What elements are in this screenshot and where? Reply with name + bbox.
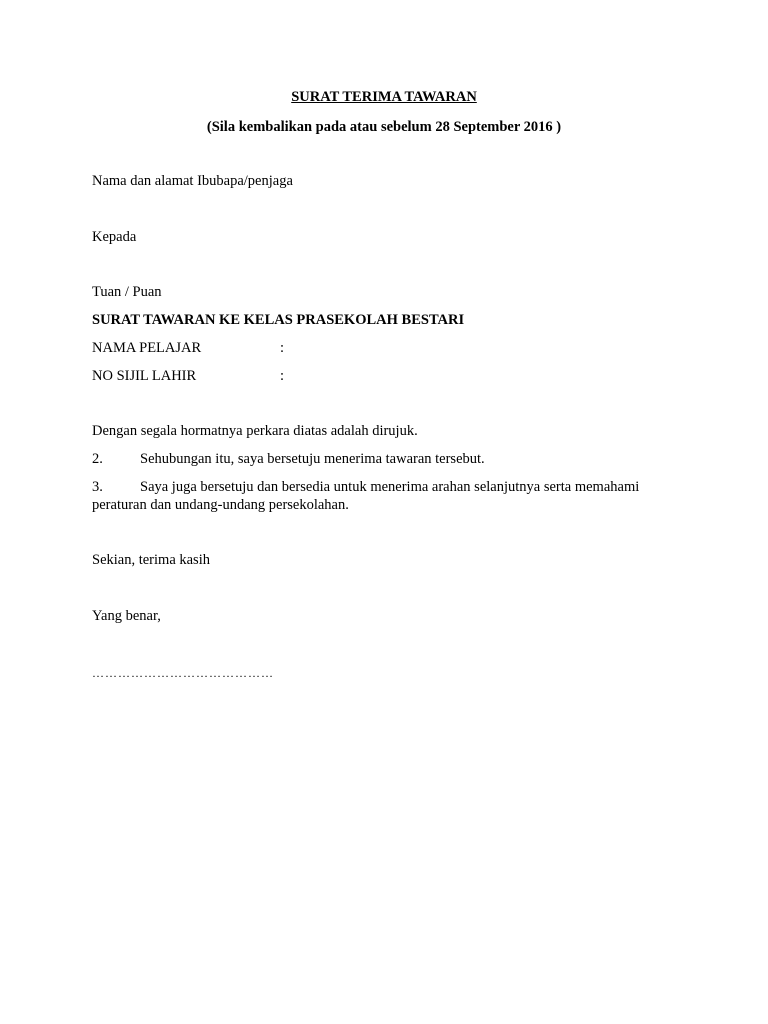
paragraph-text: Sehubungan itu, saya bersetuju menerima tawaran tersebut. xyxy=(140,451,485,467)
paragraph-1: Dengan segala hormatnya perkara diatas adalah dirujuk. xyxy=(92,423,418,439)
paragraph-3 xyxy=(92,478,639,496)
paragraph-number: 2. xyxy=(92,451,103,467)
salutation: Tuan / Puan xyxy=(92,284,162,300)
sign-off: Yang benar, xyxy=(92,608,161,624)
paragraph-2 xyxy=(92,450,485,468)
paragraph-text: Saya juga bersetuju dan bersedia untuk menerima arahan selanjutnya serta memahami xyxy=(140,479,640,495)
field-label: NO SIJIL LAHIR xyxy=(92,368,197,384)
paragraph-number: 3. xyxy=(92,479,103,495)
field-no-sijil-lahir xyxy=(92,367,392,385)
sender-label: Nama dan alamat Ibubapa/penjaga xyxy=(92,173,293,189)
field-colon: : xyxy=(280,340,285,356)
signature-line: …………………………………… xyxy=(92,666,274,680)
closing: Sekian, terima kasih xyxy=(92,552,210,568)
field-label: NAMA PELAJAR xyxy=(92,340,202,356)
field-nama-pelajar xyxy=(92,339,392,357)
letter-subject: SURAT TAWARAN KE KELAS PRASEKOLAH BESTARI xyxy=(92,312,465,328)
to-label: Kepada xyxy=(92,229,137,245)
paragraph-3-continuation: peraturan dan undang-undang persekolahan. xyxy=(92,497,349,513)
letter-subtitle: (Sila kembalikan pada atau sebelum 28 September 2016 ) xyxy=(206,119,562,135)
letter-title: SURAT TERIMA TAWARAN xyxy=(291,89,477,105)
field-colon: : xyxy=(280,368,285,384)
